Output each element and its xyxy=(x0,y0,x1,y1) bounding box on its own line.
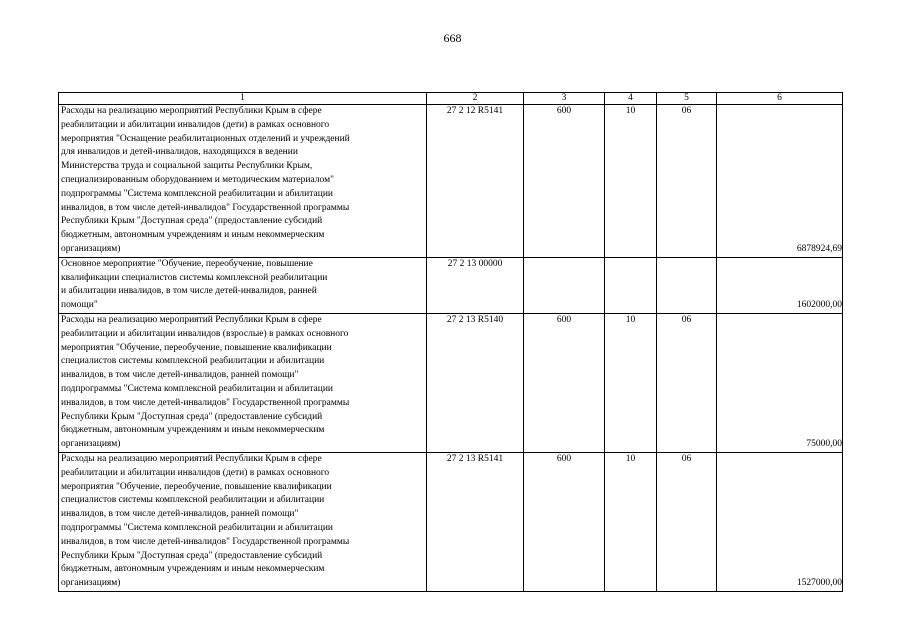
column-header: 2 xyxy=(427,93,524,105)
row-target-code: 27 2 13 00000 xyxy=(427,257,524,313)
row-section: 10 xyxy=(605,105,657,258)
row-amount: 1602000,00 xyxy=(717,257,843,313)
row-target-code: 27 2 13 R5140 xyxy=(427,313,524,452)
row-section: 10 xyxy=(605,452,657,591)
table-row xyxy=(59,105,843,258)
budget-table xyxy=(58,92,843,592)
column-header: 5 xyxy=(657,93,717,105)
row-expense-type: 600 xyxy=(524,105,605,258)
row-target-code: 27 2 12 R5141 xyxy=(427,105,524,258)
table-row xyxy=(59,257,843,313)
row-section xyxy=(605,257,657,313)
row-subsection: 06 xyxy=(657,452,717,591)
row-subsection: 06 xyxy=(657,313,717,452)
row-subsection xyxy=(657,257,717,313)
row-subsection: 06 xyxy=(657,105,717,258)
row-expense-type: 600 xyxy=(524,452,605,591)
table-row xyxy=(59,313,843,452)
row-target-code: 27 2 13 R5141 xyxy=(427,452,524,591)
column-header: 3 xyxy=(524,93,605,105)
table-header-row xyxy=(59,93,843,105)
row-expense-type xyxy=(524,257,605,313)
row-amount: 6878924,69 xyxy=(717,105,843,258)
column-header: 6 xyxy=(717,93,843,105)
page-number: 668 xyxy=(443,31,462,45)
row-expense-type: 600 xyxy=(524,313,605,452)
row-section: 10 xyxy=(605,313,657,452)
row-description: Расходы на реализацию мероприятий Республики Крым в сфере реабилитации и абилитации инвалидов (дети) в рамках основного мероприятия "Оснащение реабилитационных отделений и учреждений для инвалидов и детей-инвалидов, находящихся в ведении Министерства труда и социальной защиты Республики Крым, специализированным оборудованием и методическим материалом" подпрограммы "Система комплексной реабилитации и абилитации инвалидов, в том числе детей-инвалидов" Государственной программы Республики Крым "Доступная среда" (предоставление субсидий бюджетным, автономным учреждениям и иным некоммерческим организациям) xyxy=(59,105,427,258)
row-description: Основное мероприятие "Обучение, переобучение, повышение квалификации специалистов системы комплексной реабилитации и абилитации инвалидов, в том числе детей-инвалидов, ранней помощи" xyxy=(59,257,427,313)
row-amount: 75000,00 xyxy=(717,313,843,452)
row-description: Расходы на реализацию мероприятий Республики Крым в сфере реабилитации и абилитации инвалидов (дети) в рамках основного мероприятия "Обучение, переобучение, повышение квалификации специалистов системы комплексной реабилитации и абилитации инвалидов, в том числе детей-инвалидов, ранней помощи" подпрограммы "Система комплексной реабилитации и абилитации инвалидов, в том числе детей-инвалидов" Государственной программы Республики Крым "Доступная среда" (предоставление субсидий бюджетным, автономным учреждениям и иным некоммерческим организациям) xyxy=(59,452,427,591)
table-row xyxy=(59,452,843,591)
row-amount: 1527000,00 xyxy=(717,452,843,591)
row-description: Расходы на реализацию мероприятий Республики Крым в сфере реабилитации и абилитации инвалидов (взрослые) в рамках основного мероприятия "Обучение, переобучение, повышение квалификации специалистов системы комплексной реабилитации и абилитации инвалидов, в том числе детей-инвалидов, ранней помощи" подпрограммы "Система комплексной реабилитации и абилитации инвалидов, в том числе детей-инвалидов" Государственной программы Республики Крым "Доступная среда" (предоставление субсидий бюджетным, автономным учреждениям и иным некоммерческим организациям) xyxy=(59,313,427,452)
column-header: 4 xyxy=(605,93,657,105)
column-header: 1 xyxy=(59,93,427,105)
